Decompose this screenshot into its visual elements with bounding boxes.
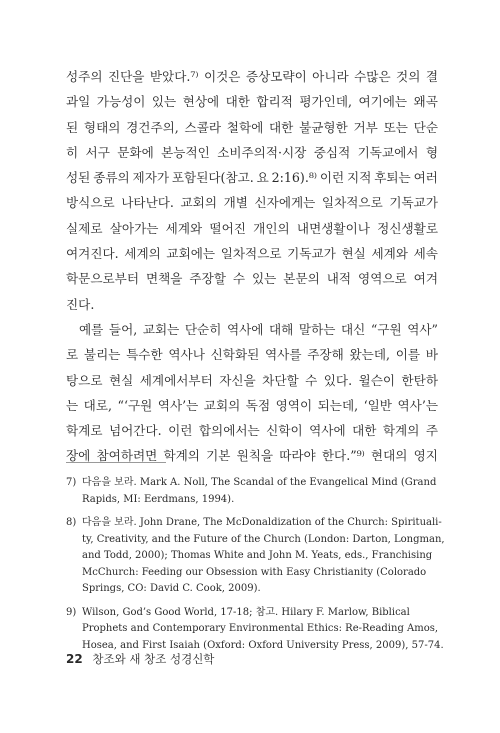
body-line: 장에 참여하려면 학계의 기본 원칙을 따라야 한다.”⁹⁾ 현대의 영지: [66, 448, 438, 464]
footnote: [66, 475, 438, 508]
footnote-line: Rapids, MI: Eerdmans, 1994).: [82, 493, 235, 505]
body-line: 실제로 살아가는 세계와 떨어진 개인의 내면생활이나 정신생활로: [66, 220, 438, 236]
footnote-line: and Todd, 2000); Thomas White and John M. Yeats, eds., Franchising: [82, 550, 433, 561]
footnote-divider: [66, 462, 166, 463]
body-line: 진다.: [66, 296, 95, 312]
body-line: 된 형태의 경건주의, 스콜라 철학에 대한 불균형한 거부 또는 단순: [66, 119, 438, 135]
body-line: 예를 들어, 교회는 단순히 역사에 대해 말하는 대신 “구원 역사”: [79, 321, 438, 337]
footnote: [66, 515, 445, 598]
body-line: 탕으로 현실 세계에서부터 자신을 차단할 수 있다. 윌슨이 한탄하: [66, 372, 438, 388]
page-footer: [66, 651, 214, 667]
body-line: 성된 종류의 제자가 포함된다(참고. 요 2:16).⁸⁾ 이런 지적 후퇴는 여러: [66, 170, 438, 186]
body-line: 로 불리는 특수한 역사나 신학화된 역사를 주장해 왔는데, 이를 바: [66, 347, 438, 363]
footnote-line: Springs, CO: David C. Cook, 2009).: [82, 583, 261, 594]
body-line: 학문으로부터 면책을 주장할 수 있는 본문의 내적 영역으로 여겨: [66, 271, 438, 287]
body-line: 과일 가능성이 있는 현상에 대한 합리적 평가인데, 여기에는 왜곡: [66, 94, 438, 110]
footnote-number: 9): [66, 606, 77, 618]
body-text: [66, 64, 438, 469]
footnote-number: 8): [66, 517, 77, 528]
footnote-line: 다음을 보라. John Drane, The McDonaldization of the Church: Spirituali-: [82, 517, 442, 528]
body-line: 학계로 넘어간다. 이런 합의에서는 신학이 역사에 대한 학계의 주: [66, 423, 438, 439]
body-line: 는 대로, “‘구원 역사’는 교회의 독점 영역이 되는데, ‘일반 역사’는: [66, 397, 438, 413]
page-number: 22: [66, 652, 83, 666]
footnote-line: McChurch: Feeding our Obsession with Easy Christianity (Colorado: [82, 566, 427, 578]
body-line: 성주의 진단을 받았다.⁷⁾ 이것은 증상모략이 아니라 수많은 것의 결: [66, 69, 438, 84]
footnote-line: 다음을 보라. Mark A. Noll, The Scandal of the Evangelical Mind (Grand: [82, 477, 437, 488]
body-line: 히 서구 문화에 본능적인 소비주의적·시장 중심적 기독교에서 형: [66, 144, 438, 160]
body-line: 방식으로 나타난다. 교회의 개별 신자에게는 일차적으로 기독교가: [66, 195, 438, 211]
footnote-line: Wilson, God’s Good World, 17-18; 참고. Hilary F. Marlow, Biblical: [82, 606, 410, 618]
body-line: 여겨진다. 세계의 교회에는 일차적으로 기독교가 현실 세계와 세속: [66, 246, 438, 262]
running-title: 창조와 새 창조 성경신학: [92, 652, 215, 666]
footnotes: [66, 475, 445, 661]
footnote-number: 7): [66, 477, 77, 488]
footnote-line: Hosea, and First Isaiah (Oxford: Oxford University Press, 2009), 57-74.: [82, 639, 444, 651]
footnote: [66, 605, 444, 655]
footnote-line: Prophets and Contemporary Environmental Ethics: Re-Reading Amos,: [82, 623, 439, 634]
footnote-line: ty, Creativity, and the Future of the Church (London: Darton, Longman,: [82, 533, 445, 545]
